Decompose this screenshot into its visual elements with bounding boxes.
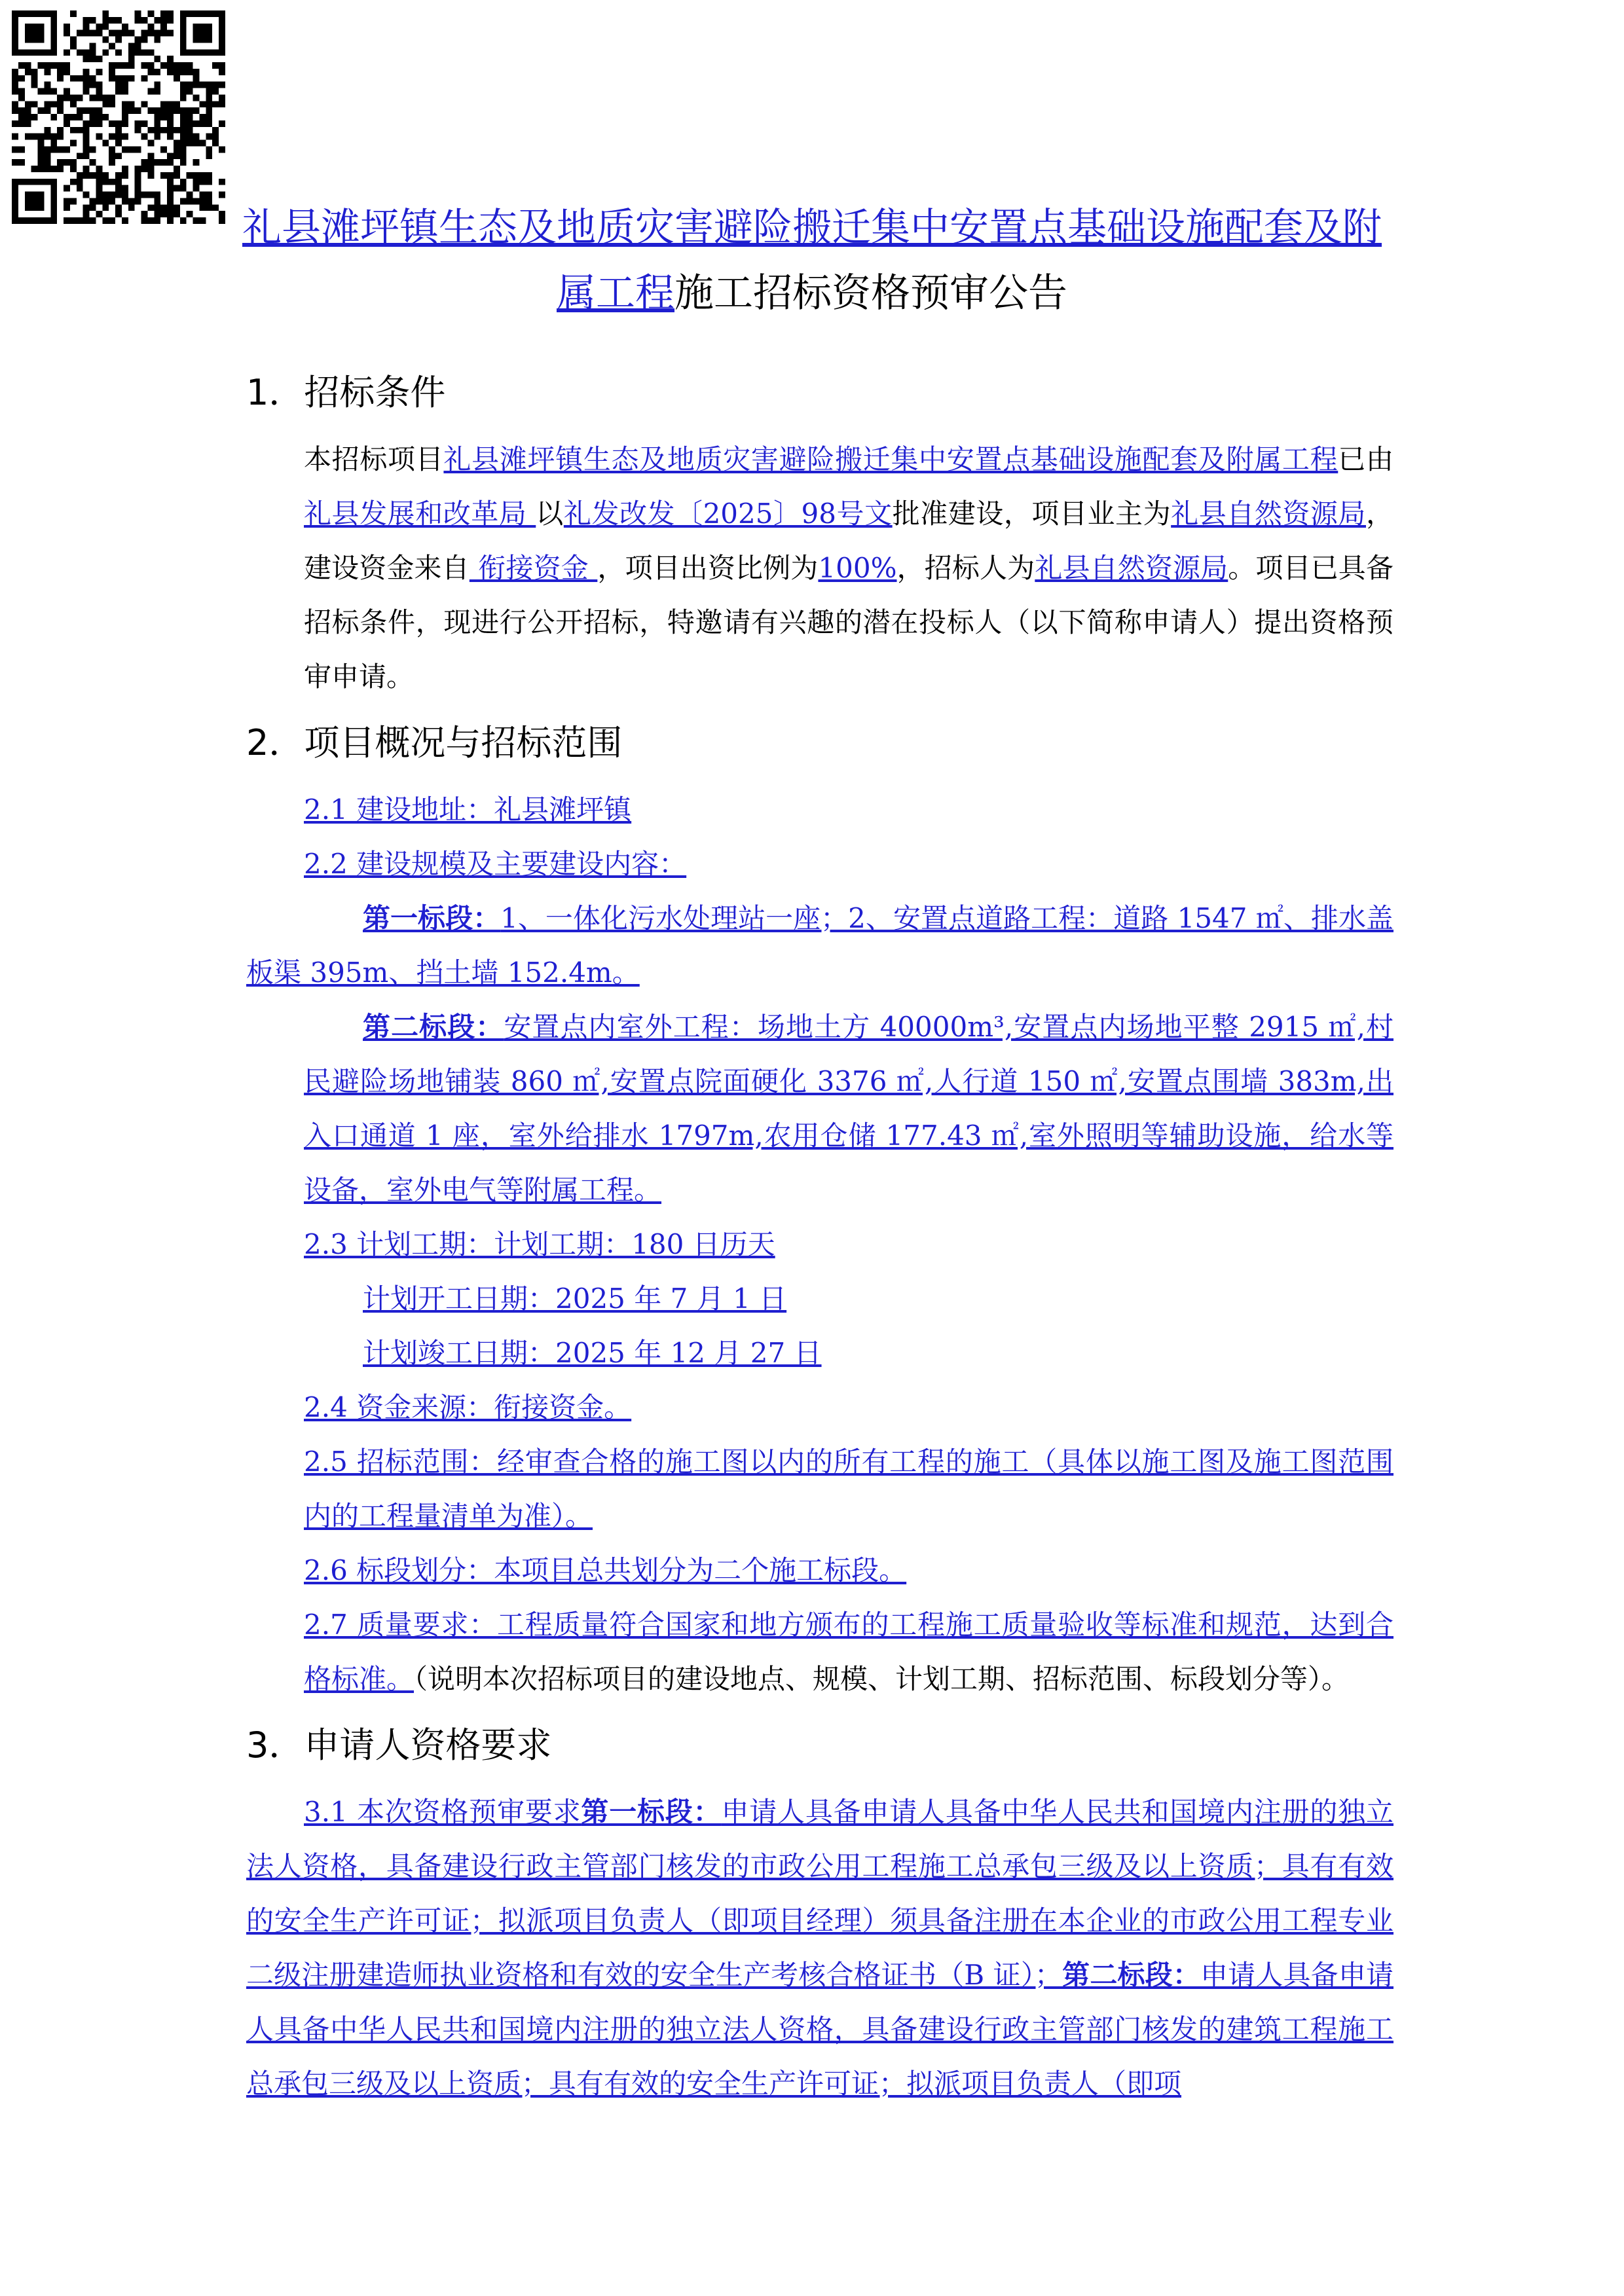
text-run: 本招标项目 xyxy=(304,443,444,475)
address-link[interactable]: 2.1 建设地址：礼县滩坪镇 xyxy=(304,793,632,826)
qr-code-icon xyxy=(12,10,225,224)
approver-link[interactable]: 礼县发展和改革局 xyxy=(304,498,536,530)
title-link-2[interactable]: 属工程 xyxy=(557,270,674,316)
lot-2-text[interactable]: 安置点内室外工程：场地土方 40000m³,安置点内场地平整 2915 ㎡,村民避险场地铺装 860 ㎡,安置点院面硬化 3376 ㎡,人行道 150 ㎡,安置点围墙 383m,出入口通道 1 座，室外给排水 1797m,农用仓储 177.43 ㎡,室外照明等辅助设施，给水等设备，室外电气等附属工程。 xyxy=(304,1011,1393,1206)
tenderer-link[interactable]: 礼县自然资源局 xyxy=(1035,552,1228,584)
section-1-paragraph xyxy=(246,432,1393,704)
item-2-4 xyxy=(246,1380,1393,1434)
end-date-link[interactable]: 计划竣工日期：2025 年 12 月 27 日 xyxy=(363,1337,822,1369)
approval-doc-link[interactable]: 礼发改发〔2025〕98号文 xyxy=(563,498,893,530)
lot-1-label[interactable]: 第一标段： xyxy=(363,902,501,934)
lots-link[interactable]: 2.6 标段划分：本项目总共划分为二个施工标段。 xyxy=(304,1554,907,1586)
section-1-heading: 1．招标条件 xyxy=(246,372,446,413)
section-3-paragraph xyxy=(246,1785,1393,2111)
item-2-1 xyxy=(246,782,1393,837)
s3-lot-1-label[interactable]: 第一标段： xyxy=(581,1796,722,1828)
section-2-heading: 2．项目概况与招标范围 xyxy=(246,722,623,763)
funding-ratio-link[interactable]: 100% xyxy=(818,552,897,584)
text-run: 以 xyxy=(536,498,564,530)
text-run: 已由 xyxy=(1338,443,1393,475)
duration-link[interactable]: 2.3 计划工期：计划工期：180 日历天 xyxy=(304,1228,775,1260)
qualification-intro-link[interactable]: 3.1 本次资格预审要求 xyxy=(304,1796,581,1828)
lot-1-text[interactable]: 1、一体化污水处理站一座；2、安置点道路工程：道路 1547 ㎡、排水盖板渠 395m、挡土墙 152.4m。 xyxy=(246,902,1393,989)
explanatory-note: （说明本次招标项目的建设地点、规模、计划工期、招标范围、标段划分等）。 xyxy=(414,1663,1350,1695)
text-run: ，项目出资比例为 xyxy=(597,552,819,584)
fund-link[interactable]: 2.4 资金来源：衔接资金。 xyxy=(304,1391,632,1423)
text-run: ，招标人为 xyxy=(896,552,1035,584)
title-rest: 施工招标资格预审公告 xyxy=(674,270,1067,316)
quality-link[interactable]: 2.7 质量要求：工程质量符合国家和地方颁布的工程施工质量验收等标准和规范，达到合格标准。 xyxy=(304,1609,1393,1695)
fund-source-link[interactable]: 衔接资金 xyxy=(469,552,598,584)
page-title xyxy=(216,195,1408,326)
owner-link[interactable]: 礼县自然资源局 xyxy=(1171,498,1366,530)
scale-link[interactable]: 2.2 建设规模及主要建设内容： xyxy=(304,848,687,880)
lot-1-paragraph xyxy=(246,891,1393,1000)
s3-lot-1-text[interactable]: 申请人具备申请人具备中华人民共和国境内注册的独立法人资格，具备建设行政主管部门核发的市政公用工程施工总承包三级及以上资质；具有有效的安全生产许可证；拟派项目负责人（即项目经理）须具备注册在本企业的市政公用工程专业二级注册建造师执业资格和有效的安全生产考核合格证书（B 证）； xyxy=(246,1796,1393,1991)
text-run: 批准建设，项目业主为 xyxy=(892,498,1172,530)
lot-2-label[interactable]: 第二标段： xyxy=(363,1011,504,1043)
start-date xyxy=(246,1271,1393,1326)
item-2-3 xyxy=(246,1217,1393,1271)
section-3-heading: 3．申请人资格要求 xyxy=(246,1724,552,1766)
text-run: 。项目已具备招标条件，现进行公开招标，特邀请有兴趣的潜在投标人（以下简称申请人）提出资格预审申请。 xyxy=(304,552,1393,693)
item-2-6 xyxy=(246,1543,1393,1597)
s3-lot-2-label[interactable]: 第二标段： xyxy=(1062,1959,1200,1991)
item-2-7 xyxy=(246,1597,1393,1706)
item-2-2 xyxy=(246,837,1393,891)
project-name-link[interactable]: 礼县滩坪镇生态及地质灾害避险搬迁集中安置点基础设施配套及附属工程 xyxy=(443,443,1338,475)
lot-2-paragraph xyxy=(246,1000,1393,1217)
end-date xyxy=(246,1326,1393,1380)
item-2-5 xyxy=(246,1434,1393,1543)
text-run: ，建设资金来自 xyxy=(304,498,1393,584)
scope-link[interactable]: 2.5 招标范围：经审查合格的施工图以内的所有工程的施工（具体以施工图及施工图范围内的工程量清单为准）。 xyxy=(304,1446,1393,1532)
document-body xyxy=(246,354,1393,2111)
title-link-1[interactable]: 礼县滩坪镇生态及地质灾害避险搬迁集中安置点基础设施配套及附 xyxy=(242,205,1382,251)
start-date-link[interactable]: 计划开工日期：2025 年 7 月 1 日 xyxy=(363,1283,787,1315)
s3-lot-2-text[interactable]: 申请人具备申请人具备中华人民共和国境内注册的独立法人资格，具备建设行政主管部门核发的建筑工程施工总承包三级及以上资质；具有有效的安全生产许可证；拟派项目负责人（即项 xyxy=(246,1959,1393,2100)
